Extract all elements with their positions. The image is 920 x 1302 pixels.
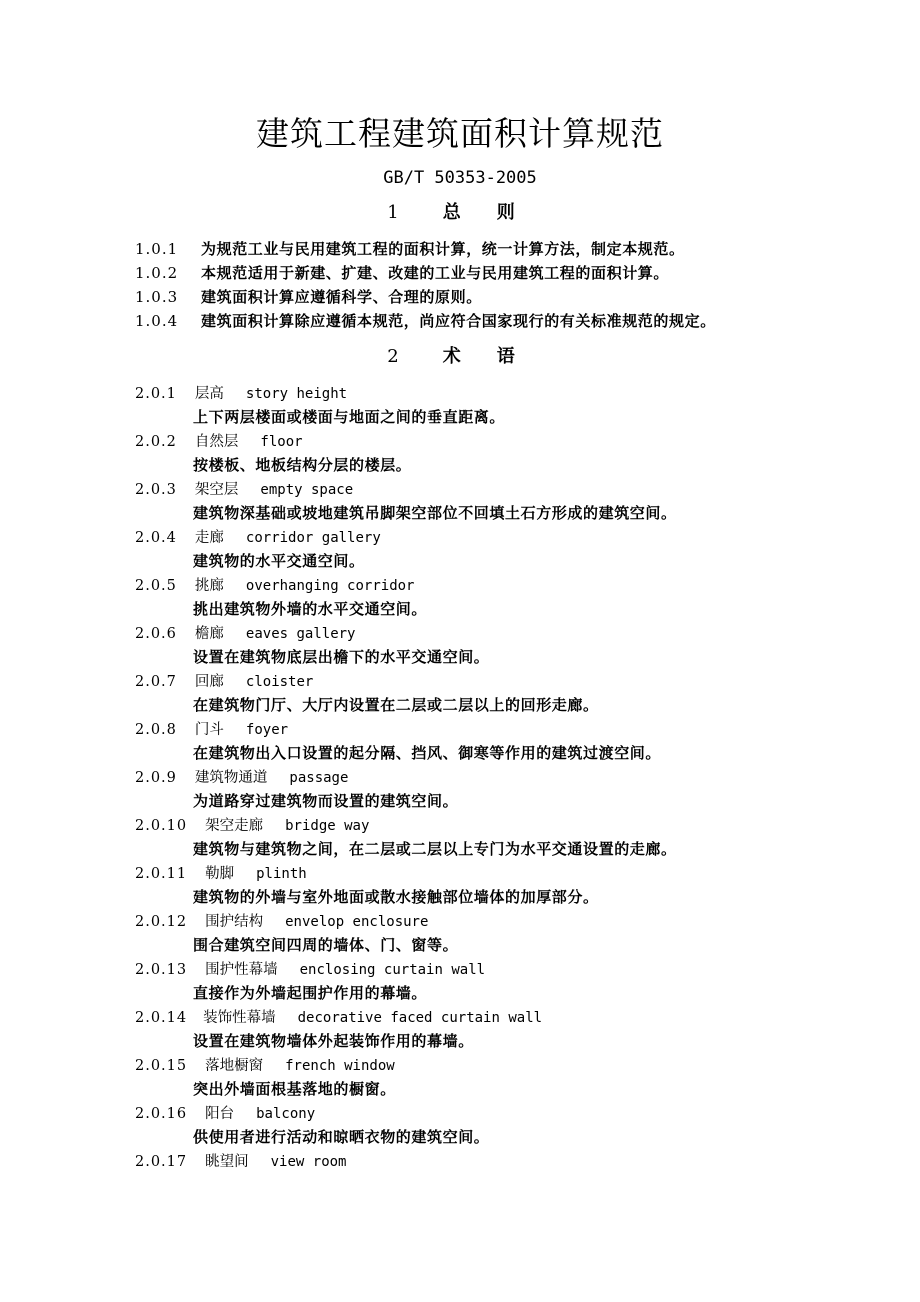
chapter-title-char: 总 [442, 202, 461, 223]
term-chinese: 挑廊 [194, 578, 224, 594]
term-number: 2.0.1 [135, 386, 177, 402]
term-number: 2.0.13 [135, 962, 188, 978]
term-definition: 挑出建筑物外墙的水平交通空间。 [193, 600, 428, 618]
term-chinese: 围护结构 [205, 914, 264, 930]
clause-text: 本规范适用于新建、扩建、改建的工业与民用建筑工程的面积计算。 [201, 264, 670, 282]
term-chinese: 层高 [194, 386, 224, 402]
document-title: 建筑工程建筑面积计算规范 [256, 114, 664, 153]
term-english: floor [260, 434, 303, 450]
chapter-2-heading [0, 344, 920, 370]
term-definition: 在建筑物出入口设置的起分隔、挡风、御寒等作用的建筑过渡空间。 [193, 744, 662, 762]
term-definition: 上下两层楼面或楼面与地面之间的垂直距离。 [193, 408, 506, 426]
term-row [135, 527, 381, 549]
term-chinese: 架空层 [194, 482, 239, 498]
term-row [135, 959, 485, 981]
term-row [135, 863, 307, 885]
term-english: empty space [260, 482, 354, 498]
chapter-title-char: 术 [442, 346, 461, 367]
term-english: envelop enclosure [285, 914, 429, 930]
clause-text: 建筑面积计算除应遵循本规范，尚应符合国家现行的有关标准规范的规定。 [201, 312, 716, 330]
term-row [135, 911, 428, 933]
term-definition: 建筑物与建筑物之间，在二层或二层以上专门为水平交通设置的走廊。 [193, 840, 677, 858]
term-row [135, 383, 347, 405]
term-definition: 突出外墙面根基落地的橱窗。 [193, 1080, 396, 1098]
term-definition: 在建筑物门厅、大厅内设置在二层或二层以上的回形走廊。 [193, 696, 599, 714]
clause-row [135, 237, 685, 261]
chapter-1-heading [0, 200, 920, 226]
term-definition: 建筑物的外墙与室外地面或散水接触部位墙体的加厚部分。 [193, 888, 599, 906]
term-row [135, 1151, 346, 1173]
clause-text: 建筑面积计算应遵循科学、合理的原则。 [201, 288, 482, 306]
term-chinese: 装饰性幕墙 [203, 1010, 276, 1026]
term-row [135, 623, 355, 645]
term-number: 2.0.16 [135, 1106, 188, 1122]
chapter-title-char: 语 [496, 346, 515, 367]
term-definition: 建筑物深基础或坡地建筑吊脚架空部位不回填土石方形成的建筑空间。 [193, 504, 677, 522]
term-row [135, 575, 414, 597]
term-chinese: 走廊 [194, 530, 224, 546]
term-chinese: 建筑物通道 [194, 770, 268, 786]
term-chinese: 勒脚 [205, 866, 235, 882]
term-chinese: 围护性幕墙 [205, 962, 278, 978]
term-row [135, 719, 288, 741]
term-row [135, 1007, 542, 1029]
term-chinese: 檐廊 [194, 626, 224, 642]
term-chinese: 阳台 [205, 1106, 235, 1122]
term-row [135, 1055, 395, 1077]
term-chinese: 落地橱窗 [205, 1058, 264, 1074]
term-definition: 供使用者进行活动和晾晒衣物的建筑空间。 [193, 1128, 490, 1146]
term-number: 2.0.5 [135, 578, 177, 594]
term-english: balcony [256, 1106, 316, 1122]
term-definition: 设置在建筑物墙体外起装饰作用的幕墙。 [193, 1032, 474, 1050]
term-english: eaves gallery [245, 626, 356, 642]
term-english: french window [285, 1058, 395, 1074]
clause-row [135, 309, 716, 333]
term-definition: 直接作为外墙起围护作用的幕墙。 [193, 984, 428, 1002]
term-english: view room [270, 1154, 347, 1170]
term-chinese: 门斗 [194, 722, 224, 738]
term-number: 2.0.3 [135, 482, 177, 498]
term-number: 2.0.17 [135, 1154, 188, 1170]
clause-number: 1.0.3 [135, 288, 179, 306]
term-row [135, 1103, 315, 1125]
term-definition: 建筑物的水平交通空间。 [193, 552, 365, 570]
clause-row [135, 261, 669, 285]
term-english: decorative faced curtain wall [297, 1010, 543, 1026]
term-english: plinth [256, 866, 307, 882]
term-chinese: 回廊 [194, 674, 224, 690]
clause-number: 1.0.1 [135, 240, 179, 258]
term-chinese: 架空走廊 [205, 818, 264, 834]
term-row [135, 479, 353, 501]
term-english: cloister [245, 674, 314, 690]
clause-text: 为规范工业与民用建筑工程的面积计算，统一计算方法，制定本规范。 [201, 240, 685, 258]
term-number: 2.0.15 [135, 1058, 188, 1074]
term-row [135, 671, 313, 693]
term-row [135, 431, 303, 453]
term-definition: 设置在建筑物底层出檐下的水平交通空间。 [193, 648, 490, 666]
standard-code: GB/T 50353-2005 [383, 168, 537, 188]
term-number: 2.0.12 [135, 914, 188, 930]
term-number: 2.0.4 [135, 530, 177, 546]
clause-row [135, 285, 482, 309]
term-english: bridge way [285, 818, 370, 834]
term-chinese: 自然层 [194, 434, 239, 450]
chapter-number: 2 [387, 346, 399, 367]
term-number: 2.0.8 [135, 722, 177, 738]
chapter-number: 1 [387, 202, 399, 223]
term-definition: 围合建筑空间四周的墙体、门、窗等。 [193, 936, 459, 954]
term-english: enclosing curtain wall [299, 962, 486, 978]
chapter-title-char: 则 [496, 202, 515, 223]
term-definition: 按楼板、地板结构分层的楼层。 [193, 456, 412, 474]
term-number: 2.0.6 [135, 626, 177, 642]
term-number: 2.0.2 [135, 434, 177, 450]
term-number: 2.0.10 [135, 818, 188, 834]
term-number: 2.0.7 [135, 674, 177, 690]
term-english: overhanging corridor [245, 578, 415, 594]
term-english: corridor gallery [245, 530, 381, 546]
term-row [135, 767, 348, 789]
term-number: 2.0.11 [135, 866, 188, 882]
term-english: story height [245, 386, 348, 402]
term-definition: 为道路穿过建筑物而设置的建筑空间。 [193, 792, 459, 810]
term-row [135, 815, 369, 837]
term-english: foyer [245, 722, 289, 738]
term-number: 2.0.9 [135, 770, 177, 786]
clause-number: 1.0.4 [135, 312, 179, 330]
term-number: 2.0.14 [135, 1010, 188, 1026]
clause-number: 1.0.2 [135, 264, 179, 282]
term-chinese: 眺望间 [205, 1154, 249, 1170]
term-english: passage [289, 770, 349, 786]
